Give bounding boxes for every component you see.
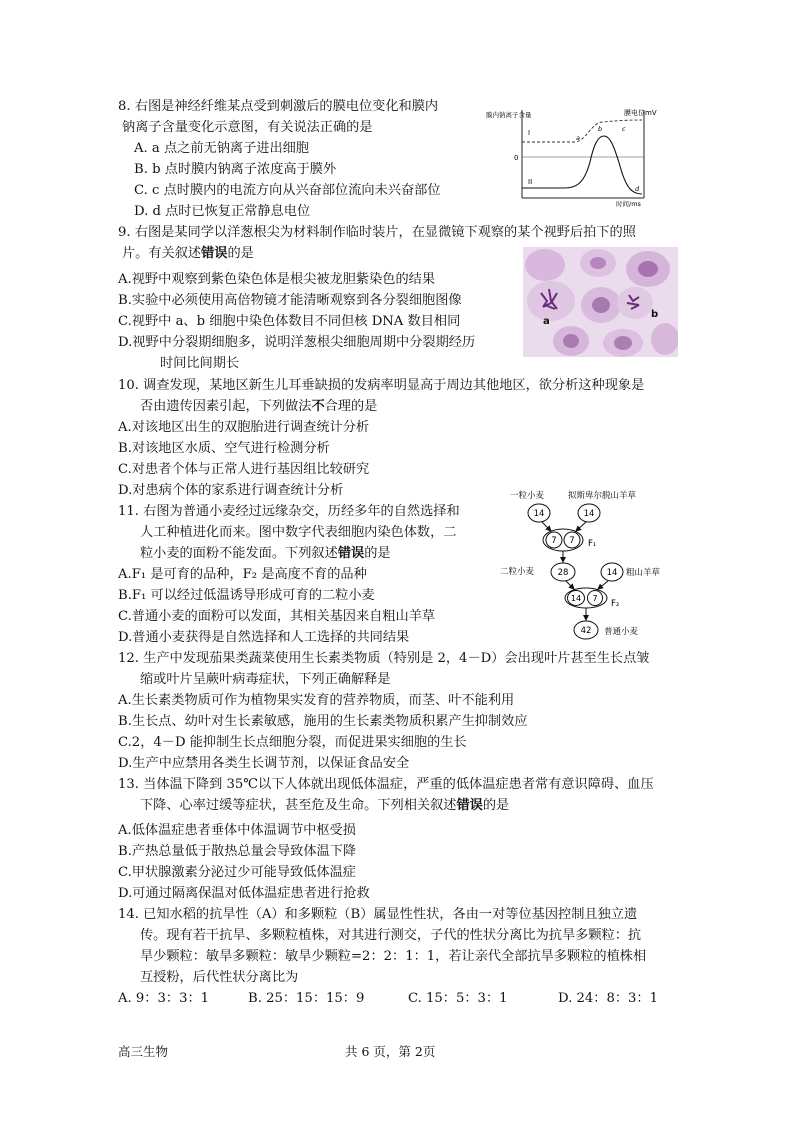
fig8-left-label: 膜内钠离子含量 <box>486 111 532 119</box>
label-f1: F₁ <box>588 539 597 549</box>
cell-1 <box>525 249 565 281</box>
q13-option-b: B.产热总量低于散热总量会导致体温下降 <box>118 844 357 859</box>
q11-stem-part: 粒小麦的面粉不能发面。下列叙述 <box>140 546 338 561</box>
q9-option-b: B.实验中必须使用高倍物镜才能清晰观察到各分裂细胞图像 <box>118 293 462 308</box>
label-putong-wheat: 普通小麦 <box>604 627 639 637</box>
arrow-1 <box>542 522 551 531</box>
node-14-left-label: 14 <box>533 509 545 519</box>
q11-option-c: C.普通小麦的面粉可以发面，其相关基因来自粗山羊草 <box>118 609 436 624</box>
q10-option-a: A.对该地区出生的双胞胎进行调查统计分析 <box>118 420 370 435</box>
footer-page-number: 共 6 页，第 2页 <box>345 1044 436 1059</box>
fig8-right-label: 膜电位mV <box>624 109 657 117</box>
q13-option-c: C.甲状腺激素分泌过少可能导致低体温症 <box>118 865 356 880</box>
label-cu-goatgrass: 粗山羊草 <box>626 568 661 578</box>
cell-b <box>617 287 653 319</box>
label-erli-wheat: 二粒小麦 <box>500 567 535 577</box>
node-14-cu-label: 14 <box>606 568 618 578</box>
q9-stem-part: 片。有关叙述 <box>122 246 202 261</box>
q9-option-a: A.视野中观察到紫色染色体是根尖被龙胆紫染色的结果 <box>118 272 436 287</box>
fig8-point-a: a <box>576 134 580 142</box>
q13-stem-end: 的是 <box>482 798 510 813</box>
node-f1-7b-label: 7 <box>569 536 575 546</box>
cell-4-nucleus <box>592 297 610 313</box>
label-f2: F₂ <box>611 599 620 609</box>
q12-option-d: D.生产中应禁用各类生长调节剂，以保证食品安全 <box>118 756 410 771</box>
fig8-point-d: d <box>635 185 640 193</box>
q11-option-d: D.普通小麦获得是自然选择和人工选择的共同结果 <box>118 630 410 645</box>
q13-stem-line1: 13. 当体温下降到 35℃以下人体就出现低体温症，严重的低体温症患者常有意识障碍、血压 <box>118 777 654 792</box>
fig8-zero: 0 <box>514 154 519 162</box>
q14-option-d: D. 24：8：3：1 <box>558 991 659 1006</box>
q11-stem-line1: 11. 右图为普通小麦经过远缘杂交，历经多年的自然选择和 <box>118 504 460 519</box>
cell-6-nucleus <box>614 336 632 350</box>
label-ashi-goatgrass: 拟斯卑尔脱山羊草 <box>568 491 637 501</box>
label-yili-wheat: 一粒小麦 <box>510 491 545 501</box>
q10-option-d: D.对患病个体的家系进行调查统计分析 <box>118 483 344 498</box>
q12-option-a: A.生长素类物质可作为植物果实发育的营养物质，而茎、叶不能利用 <box>118 693 515 708</box>
node-f2-14-label: 14 <box>570 594 582 603</box>
q8-option-a: A. a 点之前无钠离子进出细胞 <box>134 141 310 156</box>
cell-7 <box>651 323 678 355</box>
q11-stem-end: 的是 <box>364 546 391 561</box>
q10-stem-part: 否由遗传因素引起，下列做法 <box>140 399 312 414</box>
q11-option-b: B.F₁ 可以经过低温诱导形成可育的二粒小麦 <box>118 588 375 603</box>
question-10 <box>118 375 698 501</box>
photo-label-b: b <box>651 309 659 320</box>
q9-option-d: D.视野中分裂期细胞多，说明洋葱根尖细胞周期中分裂期经历 <box>118 335 476 350</box>
q14-option-b: B. 25：15：15：9 <box>248 991 365 1006</box>
q9-stem-bold: 错误 <box>201 246 228 261</box>
q10-stem-line1: 10. 调查发现，某地区新生儿耳垂缺损的发病率明显高于周边其他地区，欲分析这种现象是 <box>118 378 645 393</box>
q14-options-row <box>118 988 698 1009</box>
q8-option-d: D. d 点时已恢复正常静息电位 <box>134 204 311 219</box>
cell-2-nucleus <box>590 257 606 269</box>
question-12 <box>118 648 698 774</box>
q10-stem-bold: 不 <box>311 399 325 414</box>
q8-option-c: C. c 点时膜内的电流方向从兴奋部位流向未兴奋部位 <box>134 183 441 198</box>
fig8-roman1: I <box>528 129 531 137</box>
node-f2-7-label: 7 <box>592 594 598 603</box>
cell-5-nucleus <box>563 334 579 348</box>
wheat-evolution-figure <box>494 486 694 644</box>
arrow-2 <box>576 522 586 531</box>
q13-stem-bold: 错误 <box>456 798 483 813</box>
question-9-options <box>118 269 518 374</box>
q10-stem-end: 合理的是 <box>324 399 378 414</box>
question-8 <box>118 96 498 222</box>
q9-stem-line1: 9. 右图是某同学以洋葱根尖为材料制作临时装片，在显微镜下观察的某个视野后拍下的照 <box>118 225 636 240</box>
q8-stem-line2: 钠离子含量变化示意图，有关说法正确的是 <box>122 120 373 135</box>
fig8-roman2: II <box>528 178 533 186</box>
q13-stem-line2 <box>118 795 698 816</box>
node-28-label: 28 <box>557 568 569 578</box>
question-11 <box>118 501 498 648</box>
q9-option-d-cont: 时间比间期长 <box>160 356 240 371</box>
q14-stem-line2: 传。现有若干抗旱、多颗粒植株，对其进行测交，子代的性状分离比为抗旱多颗粒：抗 <box>140 928 642 943</box>
arrow-5 <box>598 581 608 589</box>
q12-option-b: B.生长点、幼叶对生长素敏感，施用的生长素类物质积累产生抑制效应 <box>118 714 528 729</box>
q13-stem-part: 下降、心率过缓等症状，甚至危及生命。下列相关叙述 <box>140 798 457 813</box>
membrane-potential-figure <box>484 104 680 208</box>
q14-stem-line4: 互授粉，后代性状分离比为 <box>140 970 299 985</box>
q14-stem-line1: 14. 已知水稻的抗旱性（A）和多颗粒（B）属显性性状，各由一对等位基因控制且独立遗 <box>118 907 638 922</box>
q12-stem-line1: 12. 生产中发现茄果类蔬菜使用生长素类物质（特别是 2，4－D）会出现叶片甚至生长点皱 <box>118 651 650 666</box>
q9-stem-end: 的是 <box>227 246 254 261</box>
q14-stem-line3: 旱少颗粒：敏旱多颗粒：敏旱少颗粒=2：2：1：1，若让亲代全部抗旱多颗粒的植株相 <box>140 949 647 964</box>
q13-option-d: D.可通过隔离保温对低体温症患者进行抢救 <box>118 886 370 901</box>
q10-option-b: B.对该地区水质、空气进行检测分析 <box>118 441 330 456</box>
fig8-point-b: b <box>598 125 603 133</box>
photo-label-a: a <box>543 316 550 327</box>
q9-option-c: C.视野中 a、b 细胞中染色体数目不同但核 DNA 数目相同 <box>118 314 461 329</box>
fig8-xlabel: 时间/ms <box>616 200 641 208</box>
q12-option-c: C.2，4－D 能抑制生长点细胞分裂，而促进果实细胞的生长 <box>118 735 467 750</box>
footer-subject: 高三生物 <box>118 1044 169 1059</box>
fig8-point-c: c <box>622 125 626 133</box>
q12-stem-line2: 缩或叶片呈蕨叶病毒症状，下列正确解释是 <box>140 672 391 687</box>
q11-stem-line3 <box>118 543 498 564</box>
q11-stem-line2: 人工种植进化而来。图中数字代表细胞内染色体数，二 <box>140 525 457 540</box>
q13-option-a: A.低体温症患者垂体中体温调节中枢受损 <box>118 823 356 838</box>
arrow-4 <box>566 581 574 589</box>
node-14-right-label: 14 <box>583 509 595 519</box>
q8-stem-line1: 8. 右图是神经纤维某点受到刺激后的膜电位变化和膜内 <box>118 99 439 114</box>
q8-option-b: B. b 点时膜内钠离子浓度高于膜外 <box>134 162 337 177</box>
node-f1-outline <box>543 529 583 551</box>
cell-3-nucleus <box>638 261 658 277</box>
q14-option-a: A. 9：3：3：1 <box>118 991 210 1006</box>
q10-stem-line2 <box>118 396 698 417</box>
question-14 <box>118 904 698 1009</box>
q11-option-a: A.F₁ 是可育的品种，F₂ 是高度不育的品种 <box>118 567 367 582</box>
fig8-potential-curve <box>522 136 642 194</box>
q11-stem-bold: 错误 <box>337 546 365 561</box>
node-f1-7a-label: 7 <box>551 536 557 546</box>
q10-option-c: C.对患者个体与正常人进行基因组比较研究 <box>118 462 370 477</box>
onion-root-micrograph <box>523 247 678 357</box>
question-13 <box>118 774 698 904</box>
q14-option-c: C. 15：5：3：1 <box>408 991 508 1006</box>
node-42-label: 42 <box>580 626 592 636</box>
